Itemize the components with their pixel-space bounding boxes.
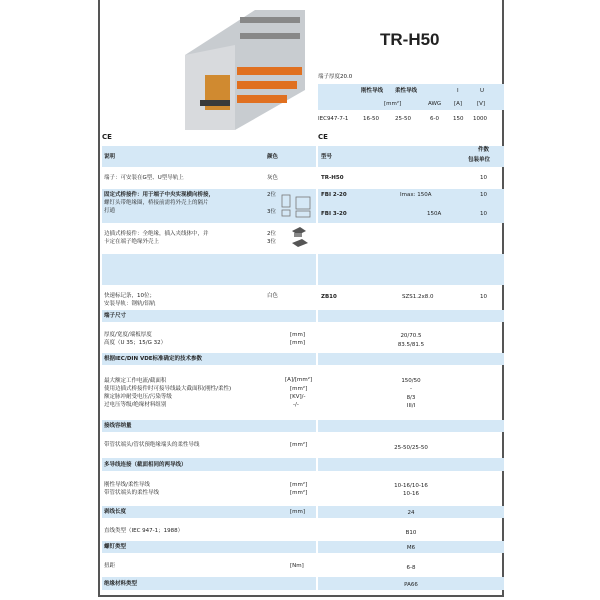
param-unit-4: -/- [293, 402, 299, 408]
multi-value-2: 10-16 [403, 491, 419, 497]
marker-color: 白色 [267, 293, 279, 299]
screw-type-label: 螺钉类型 [104, 544, 127, 550]
flex-value: 25-50 [395, 116, 411, 122]
side-bridge-desc-2: 卡定在端子绝缘外壳上 [104, 239, 160, 245]
insulation-label: 绝缘材料类型 [104, 581, 138, 587]
u-value: 1000 [473, 116, 487, 122]
unit-mm2: [mm²] [384, 101, 402, 107]
pack-header-1: 件数 [478, 147, 490, 153]
thickness-label: 端子厚度20.0 [318, 74, 353, 80]
capacity-label: 带管状端头/管状预绝缘端头的柔性导线 [104, 442, 200, 448]
unit-a: [A] [454, 101, 463, 107]
datasheet-page [98, 0, 504, 597]
section-capacity: 接线容纳量 [104, 423, 132, 429]
line-type-label: 直线类型（IEC 947-1；1988） [104, 528, 184, 534]
torque-unit: [Nm] [290, 563, 304, 569]
side-bridge-3pos: 3位 [267, 239, 276, 245]
spec-zb10: SZS1.2x8.0 [402, 294, 434, 300]
strip-length-unit: [mm] [290, 509, 306, 515]
line-type-value: B10 [405, 530, 417, 536]
ce-mark-left: CE [102, 133, 112, 141]
i-header: I [457, 88, 459, 94]
fixed-bridge-2pos: 2位 [267, 192, 276, 198]
param-value-4: III/I [406, 403, 416, 409]
param-label-4: 过电压等级/绝缘材料组别 [104, 402, 167, 408]
param-unit-3: [KV]/- [290, 394, 306, 400]
dim-value-2: 83.5/81.5 [397, 342, 425, 348]
awg-value: 6-0 [430, 116, 439, 122]
model-terminal: TR-H50 [321, 175, 344, 181]
strip-length-label: 剥线长度 [104, 509, 127, 515]
fixed-bridge-desc-2: 螺钉头带绝缘圈，桥接前需将外壳上的隔片 [104, 200, 209, 206]
param-value-3: 8/3 [406, 395, 416, 401]
desc-header: 说明 [104, 154, 116, 160]
terminal-desc: 端子：可安装在G型、U型导轨上 [104, 175, 184, 181]
fixed-bridge-3pos: 3位 [267, 209, 276, 215]
param-value-2: - [410, 386, 412, 392]
screw-type-value: M6 [406, 545, 416, 551]
qty-fbi2: 10 [480, 192, 487, 198]
fixed-bridge-desc: 固定式桥接件：用于端子中央实现横向桥接， [104, 192, 215, 198]
strip-length-value: 24 [407, 510, 415, 516]
multi-label-1: 刚性导线/柔性导线 [104, 482, 150, 488]
insulation-value: PA66 [404, 582, 418, 588]
param-label-1: 最大额定工作电流/截面积 [104, 378, 167, 384]
i-value: 150 [453, 116, 464, 122]
unit-awg: AWG [428, 101, 442, 107]
capacity-value: 25-50/25-50 [394, 445, 428, 451]
torque-value: 6-8 [406, 565, 416, 571]
unit-v: [V] [477, 101, 486, 107]
fixed-bridge-icon [280, 193, 314, 219]
param-unit-1: [A]/[mm²] [285, 377, 313, 383]
dim-label-2: 高度（U 35；15/G 32） [104, 340, 167, 346]
multi-unit-2: [mm²] [290, 490, 308, 496]
qty-terminal: 10 [480, 175, 487, 181]
pack-header-2: 包装单位 [468, 157, 491, 163]
qty-zb10: 10 [480, 294, 487, 300]
side-bridge-2pos: 2位 [267, 231, 276, 237]
capacity-unit: [mm²] [290, 442, 308, 448]
product-image [155, 5, 305, 130]
side-bridge-desc: 边插式桥接件：全绝缘，插入夹线体中，并 [104, 231, 209, 237]
param-unit-2: [mm²] [290, 386, 308, 392]
rigid-header: 刚性导线 [361, 88, 384, 94]
dim-unit-2: [mm] [290, 340, 306, 346]
param-label-2: 使用边插式桥接件时可接导线最大截面积(刚性/柔性) [104, 386, 232, 392]
dim-label-1: 厚度/宽度/端板厚度 [104, 332, 152, 338]
dim-value-1: 20/70.5 [400, 333, 422, 339]
multi-unit-1: [mm²] [290, 482, 308, 488]
imax-fbi3: 150A [427, 211, 442, 217]
section-dimensions: 端子尺寸 [104, 313, 127, 319]
model-zb10: ZB10 [321, 294, 337, 300]
terminal-color: 灰色 [267, 175, 279, 181]
qty-fbi3: 10 [480, 211, 487, 217]
model-fbi3: FBI 3-20 [321, 211, 347, 217]
fixed-bridge-desc-3: 打通 [104, 208, 116, 214]
dim-unit-1: [mm] [290, 332, 306, 338]
param-label-3: 额定脉冲耐受电压/污染等级 [104, 394, 172, 400]
u-header: U [480, 88, 485, 94]
imax-fbi2: Imax: 150A [400, 192, 432, 198]
section-tech-params: 根据IEC/DIN VDE标准确定的技术参数 [104, 356, 203, 362]
rigid-value: 16-50 [363, 116, 379, 122]
ce-mark-right: CE [318, 133, 328, 141]
std-value: IEC947-7-1 [318, 116, 349, 122]
side-bridge-icon [288, 225, 310, 253]
torque-label: 扭距 [104, 563, 116, 569]
product-title: TR-H50 [380, 30, 440, 49]
marker-desc: 快速标记条，10位； [104, 293, 155, 299]
model-header: 型号 [321, 154, 333, 160]
color-header: 颜色 [267, 154, 279, 160]
multi-value-1: 10-16/10-16 [394, 483, 428, 489]
flex-header: 柔性导线 [395, 88, 418, 94]
multi-label-2: 带管状端头的柔性导线 [104, 490, 160, 496]
param-value-1: 150/50 [401, 378, 421, 384]
model-fbi2: FBI 2-20 [321, 192, 347, 198]
marker-desc-2: 安装导轨：钢轨/铝轨 [104, 301, 156, 307]
section-multi-wire: 多导线连接（截面相同的两导线） [104, 462, 187, 468]
